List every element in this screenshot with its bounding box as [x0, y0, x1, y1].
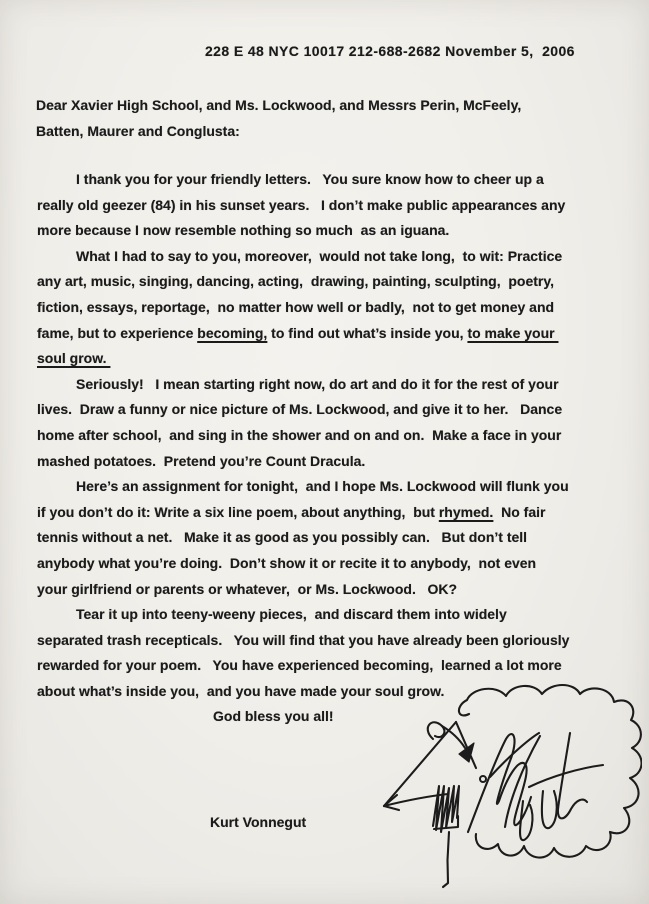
- letter-line: fiction, essays, reportage, no matter how well or badly, not to get money and: [37, 298, 555, 315]
- hair-cloud-doodle: [459, 685, 642, 858]
- chin-line-doodle: [443, 832, 449, 887]
- letter-line: anybody what you’re doing. Don’t show it or recite it to anybody, not even: [37, 554, 537, 571]
- letter-line: mashed potatoes. Pretend you’re Count Dracula.: [37, 452, 366, 469]
- letter-line: more because I now resemble nothing so much as an iguana.: [37, 222, 450, 239]
- letter-line: Tear it up into teeny-weeny pieces, and discard them into widely: [76, 606, 507, 623]
- face-profile-doodle: [384, 722, 476, 887]
- underlined-text: soul grow.: [37, 350, 111, 367]
- letter-line: separated trash recepticals. You will find that you have already been gloriously: [37, 631, 570, 648]
- vonnegut-self-portrait-doodle: [372, 682, 642, 897]
- letter-line: any art, music, singing, dancing, acting, drawing, painting, sculpting, poetry,: [37, 273, 555, 290]
- underlined-text: rhymed.: [438, 503, 494, 520]
- letter-line: home after school, and sing in the shower and on and on. Make a face in your: [37, 426, 562, 443]
- salutation-line: Dear Xavier High School, and Ms. Lockwood, and Messrs Perin, McFeely,: [36, 97, 522, 113]
- mustache-hatch-doodle: [433, 786, 459, 832]
- letterhead-address-date: 228 E 48 NYC 10017 212-688-2682 November 5, 2006: [205, 43, 575, 59]
- letter-line: I thank you for your friendly letters. You sure know how to cheer up a: [76, 171, 544, 187]
- signature-scrawl: [468, 733, 603, 840]
- letter-line: Here’s an assignment for tonight, and I hope Ms. Lockwood will flunk you: [76, 478, 569, 495]
- letter-text: to find out what’s inside you,: [267, 324, 468, 341]
- letter-text: if you don’t do it: Write a six line poem, about anything, but: [37, 503, 439, 520]
- letter-line: What I had to say to you, moreover, would not take long, to wit: Practice: [76, 247, 563, 264]
- letter-body: [37, 167, 569, 730]
- letter-text: fame, but to experience: [37, 324, 198, 341]
- letter-line: rewarded for your poem. You have experienced becoming, learned a lot more: [37, 657, 562, 674]
- letter-line: your girlfriend or parents or whatever, or Ms. Lockwood. OK?: [37, 580, 458, 597]
- letter-line: about what’s inside you, and you have made your soul grow.: [37, 682, 445, 699]
- letter-line: [37, 346, 569, 372]
- underlined-text: to make your: [467, 324, 559, 341]
- letter-line: [37, 500, 569, 526]
- letter-line: lives. Draw a funny or nice picture of Ms. Lockwood, and give it to her. Dance: [37, 401, 563, 418]
- signature-typed-name: Kurt Vonnegut: [210, 814, 307, 830]
- letter-line: really old geezer (84) in his sunset years. I don’t make public appearances any: [37, 196, 566, 213]
- letter-line: tennis without a net. Make it as good as you possibly can. But don’t tell: [37, 529, 528, 546]
- salutation: [36, 92, 521, 144]
- salutation-line: Batten, Maurer and Conglusta:: [36, 123, 240, 139]
- letter-line: Seriously! I mean starting right now, do art and do it for the rest of your: [76, 375, 559, 392]
- letter-line: [37, 321, 569, 347]
- closing-blessing: God bless you all!: [213, 708, 334, 725]
- letter-text: No fair: [493, 503, 546, 520]
- underlined-text: becoming,: [197, 324, 268, 341]
